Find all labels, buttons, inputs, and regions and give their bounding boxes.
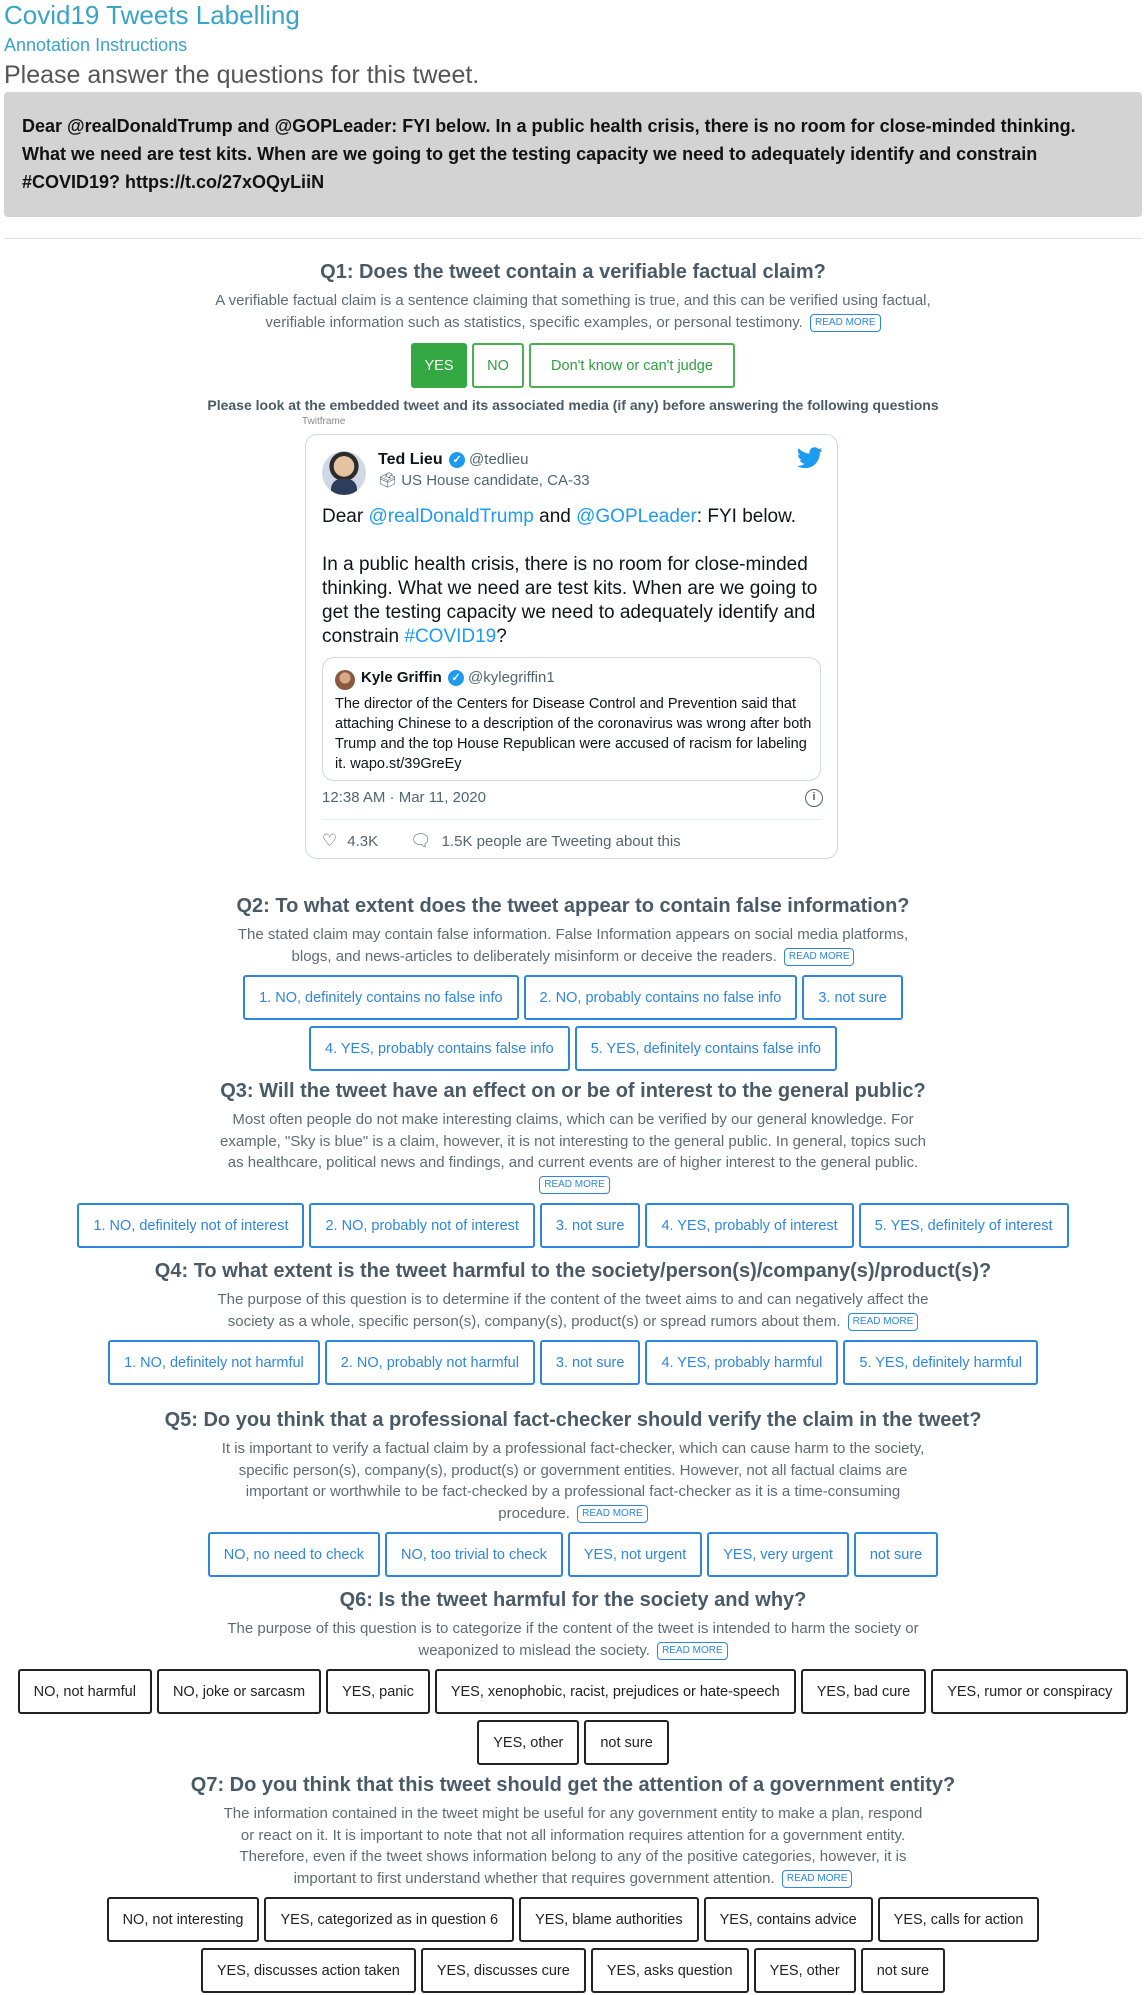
- q6-option-xenophobic[interactable]: YES, xenophobic, racist, prejudices or hate-speech: [435, 1669, 796, 1714]
- read-more-button[interactable]: READ MORE: [784, 948, 855, 966]
- q7-option-blame[interactable]: YES, blame authorities: [519, 1897, 699, 1942]
- verified-icon: ✓: [449, 452, 465, 468]
- info-icon[interactable]: i: [805, 789, 823, 807]
- q4-option-4[interactable]: 4. YES, probably harmful: [645, 1340, 838, 1385]
- divider: [322, 819, 822, 820]
- q6-option-bad-cure[interactable]: YES, bad cure: [801, 1669, 927, 1714]
- q7-option-categorized[interactable]: YES, categorized as in question 6: [264, 1897, 514, 1942]
- q7-option-asks-question[interactable]: YES, asks question: [591, 1948, 749, 1993]
- page-prompt: Please answer the questions for this tweet.: [4, 61, 480, 89]
- q5-title: Q5: Do you think that a professional fact-checker should verify the claim in the tweet?: [164, 1409, 982, 1431]
- read-more-button[interactable]: READ MORE: [848, 1313, 919, 1331]
- read-more-button[interactable]: READ MORE: [577, 1505, 648, 1523]
- tweet-author-handle: @tedlieu: [469, 451, 529, 468]
- q1-description: A verifiable factual claim is a sentence claiming that something is true, and this can be verified using factual, verifiable information such as statistics, specific examples, or personal testimony. READ MORE: [215, 292, 931, 331]
- avatar[interactable]: [322, 451, 366, 495]
- conversation-link[interactable]: 🗨 1.5K people are Tweeting about this: [410, 831, 681, 850]
- read-more-button[interactable]: READ MORE: [539, 1176, 610, 1194]
- read-more-button[interactable]: READ MORE: [782, 1870, 853, 1888]
- verified-icon: ✓: [448, 670, 464, 686]
- q4-option-2[interactable]: 2. NO, probably not harmful: [325, 1340, 535, 1385]
- candidate-label: 🗳 US House candidate, CA-33: [378, 472, 590, 489]
- q6-option-not-harmful[interactable]: NO, not harmful: [18, 1669, 152, 1714]
- question-6: [0, 1586, 1146, 1765]
- q6-option-other[interactable]: YES, other: [477, 1720, 579, 1765]
- question-3: [0, 1077, 1146, 1248]
- q6-option-panic[interactable]: YES, panic: [326, 1669, 430, 1714]
- q5-option-not-urgent[interactable]: YES, not urgent: [568, 1532, 702, 1577]
- q5-option-not-sure[interactable]: not sure: [854, 1532, 938, 1577]
- q3-option-2[interactable]: 2. NO, probably not of interest: [309, 1203, 534, 1248]
- q7-option-not-sure[interactable]: not sure: [861, 1948, 945, 1993]
- twitter-bird-icon[interactable]: [797, 447, 823, 469]
- q6-title: Q6: Is the tweet harmful for the society and why?: [339, 1589, 807, 1611]
- tweet-timestamp[interactable]: 12:38 AM · Mar 11, 2020: [322, 789, 486, 806]
- speech-bubble-icon: 🗨: [410, 831, 432, 850]
- q4-option-5[interactable]: 5. YES, definitely harmful: [843, 1340, 1038, 1385]
- question-4: [0, 1257, 1146, 1385]
- q5-option-no-need[interactable]: NO, no need to check: [208, 1532, 380, 1577]
- like-count[interactable]: ♡ 4.3K: [322, 831, 379, 850]
- question-7: [0, 1771, 1146, 1993]
- q7-option-other[interactable]: YES, other: [754, 1948, 856, 1993]
- q7-option-advice[interactable]: YES, contains advice: [704, 1897, 873, 1942]
- hashtag-link[interactable]: #COVID19: [404, 626, 497, 647]
- q2-option-5[interactable]: 5. YES, definitely contains false info: [575, 1026, 837, 1071]
- question-5: [0, 1406, 1146, 1577]
- embed-note: Please look at the embedded tweet and its associated media (if any) before answering the following questions: [207, 397, 939, 413]
- q4-options: [0, 1340, 1146, 1385]
- q3-option-5[interactable]: 5. YES, definitely of interest: [859, 1203, 1069, 1248]
- q2-title: Q2: To what extent does the tweet appear to contain false information?: [236, 895, 910, 917]
- q5-description: It is important to verify a factual claim by a professional fact-checker, which can cause harm to the society, specific person(s), company(s), product(s) or government entities. However, not all factual claims are important or worthwhile to be fact-checked by a professional fact-checker as it is a time-consuming procedure. READ MORE: [221, 1440, 925, 1522]
- q7-options: [8, 1897, 1138, 1993]
- q5-option-too-trivial[interactable]: NO, too trivial to check: [385, 1532, 563, 1577]
- q4-option-3[interactable]: 3. not sure: [540, 1340, 641, 1385]
- q1-option-dont-know[interactable]: Don't know or can't judge: [529, 343, 735, 388]
- heart-icon: ♡: [322, 831, 338, 850]
- q4-title: Q4: To what extent is the tweet harmful to the society/person(s)/company(s)/product(s)?: [154, 1260, 992, 1282]
- q1-options: [0, 343, 1146, 388]
- q7-option-not-interesting[interactable]: NO, not interesting: [107, 1897, 260, 1942]
- q5-option-very-urgent[interactable]: YES, very urgent: [707, 1532, 849, 1577]
- quoted-text: The director of the Centers for Disease Control and Prevention said that attaching Chinese to a description of the coronavirus was wrong after both Trump and the top House Republican were accused of racism for labeling it. wapo.st/39GreEy: [335, 696, 812, 772]
- divider: [4, 238, 1142, 239]
- q2-description: The stated claim may contain false information. False Information appears on social media platforms, blogs, and news-articles to deliberately misinform or deceive the readers. READ MORE: [237, 926, 909, 965]
- quoted-author: Kyle Griffin ✓ @kylegriffin1: [361, 669, 555, 686]
- q1-option-yes[interactable]: YES: [411, 343, 467, 388]
- mention-link[interactable]: @GOPLeader: [576, 506, 697, 527]
- question-1: [0, 258, 1146, 388]
- tweet-author-name[interactable]: Ted Lieu ✓ @tedlieu: [378, 451, 529, 468]
- q4-option-1[interactable]: 1. NO, definitely not harmful: [108, 1340, 320, 1385]
- header: [4, 0, 1142, 90]
- tweet-body: Dear @realDonaldTrump and @GOPLeader: FYI below. In a public health crisis, there is no room for close-minded thinking. What we need are test kits. When are we going to get the testing capacity we need to adequately identify and constrain #COVID19?: [322, 506, 818, 647]
- q6-description: The purpose of this question is to categorize if the content of the tweet is intended to harm the society or weaponized to mislead the society. READ MORE: [227, 1620, 919, 1659]
- q4-description: The purpose of this question is to determine if the content of the tweet aims to and can negatively affect the society as a whole, specific person(s), company(s), product(s) or spread rumors about them. READ MORE: [217, 1291, 929, 1330]
- q6-option-joke[interactable]: NO, joke or sarcasm: [157, 1669, 321, 1714]
- q6-option-not-sure[interactable]: not sure: [584, 1720, 668, 1765]
- q3-description: Most often people do not make interesting claims, which can be verified by our general knowledge. For example, "Sky is blue" is a claim, however, it is not interesting to the general public. In general, topics such as healthcare, political news and findings, and current events are of higher interest to the general public. READ MORE: [213, 1109, 933, 1195]
- q6-option-rumor[interactable]: YES, rumor or conspiracy: [931, 1669, 1128, 1714]
- q1-option-no[interactable]: NO: [472, 343, 524, 388]
- q2-option-2[interactable]: 2. NO, probably contains no false info: [524, 975, 798, 1020]
- q2-option-4[interactable]: 4. YES, probably contains false info: [309, 1026, 570, 1071]
- question-2: [0, 892, 1146, 1071]
- q7-option-action-taken[interactable]: YES, discusses action taken: [201, 1948, 416, 1993]
- tweet-text-box: Dear @realDonaldTrump and @GOPLeader: FYI below. In a public health crisis, there is no room for close-minded thinking. What we need are test kits. When are we going to get the testing capacity we need to adequately identify and constrain #COVID19? https://t.co/27xOQyLiiN: [4, 92, 1142, 217]
- twitframe-label: Twitframe: [302, 416, 346, 427]
- read-more-button[interactable]: READ MORE: [810, 314, 881, 332]
- q3-option-3[interactable]: 3. not sure: [540, 1203, 641, 1248]
- q3-title: Q3: Will the tweet have an effect on or be of interest to the general public?: [220, 1080, 926, 1102]
- read-more-button[interactable]: READ MORE: [657, 1642, 728, 1660]
- annotation-instructions-link[interactable]: Annotation Instructions: [4, 35, 188, 55]
- q1-title: Q1: Does the tweet contain a verifiable factual claim?: [320, 261, 826, 283]
- q3-option-4[interactable]: 4. YES, probably of interest: [645, 1203, 853, 1248]
- q6-options: [13, 1669, 1133, 1765]
- q7-description: The information contained in the tweet might be useful for any government entity to make a plan, respond or react on it. It is important to note that not all information requires attention for a government entity. Therefore, even if the tweet shows information belong to any of the positive categories, however, it is important to first understand whether that requires government attention. READ MORE: [223, 1805, 923, 1887]
- q3-option-1[interactable]: 1. NO, definitely not of interest: [77, 1203, 304, 1248]
- q2-option-1[interactable]: 1. NO, definitely contains no false info: [243, 975, 518, 1020]
- q3-options: [0, 1203, 1146, 1248]
- app-title: Covid19 Tweets Labelling: [4, 0, 300, 30]
- q5-options: [0, 1532, 1146, 1577]
- q7-option-calls-for-action[interactable]: YES, calls for action: [878, 1897, 1040, 1942]
- q2-options: [123, 975, 1023, 1071]
- q7-option-cure[interactable]: YES, discusses cure: [421, 1948, 586, 1993]
- q7-title: Q7: Do you think that this tweet should get the attention of a government entity?: [190, 1774, 956, 1796]
- q2-option-3[interactable]: 3. not sure: [802, 975, 903, 1020]
- quoted-tweet[interactable]: [322, 657, 821, 781]
- mention-link[interactable]: @realDonaldTrump: [368, 506, 534, 527]
- embedded-tweet[interactable]: [305, 434, 838, 859]
- avatar: [335, 670, 355, 690]
